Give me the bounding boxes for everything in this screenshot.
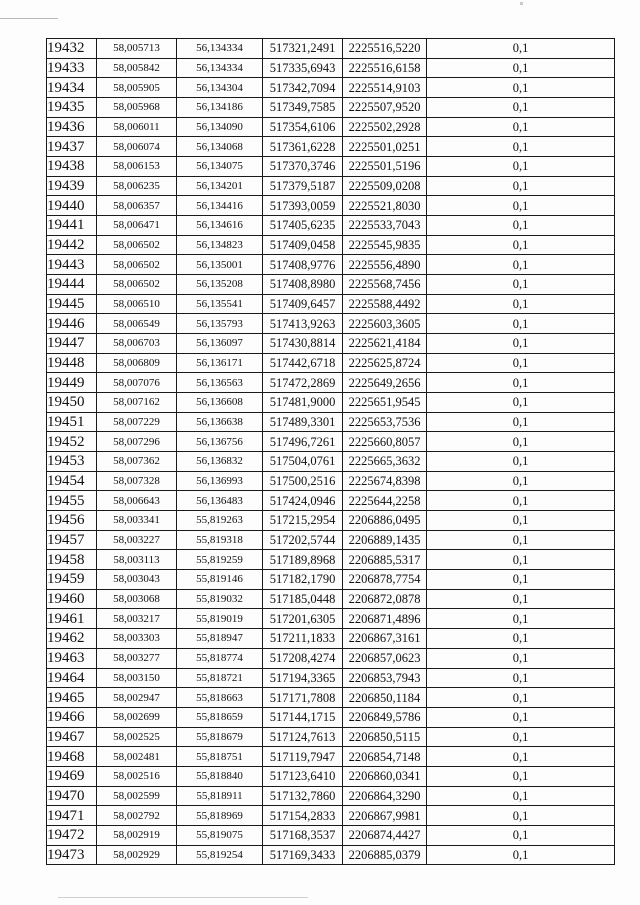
- table-row: [47, 511, 615, 531]
- accuracy-cell: 0,1: [427, 294, 615, 314]
- table-row: [47, 137, 615, 157]
- coord-y-cell: 2206874,4427: [343, 825, 427, 845]
- latitude-cell: 58,003043: [97, 570, 177, 590]
- longitude-cell: 56,136638: [177, 412, 263, 432]
- accuracy-cell: 0,1: [427, 216, 615, 236]
- coord-x-cell: 517504,0761: [263, 452, 343, 472]
- coord-y-cell: 2225501,5196: [343, 157, 427, 177]
- latitude-cell: 58,007162: [97, 393, 177, 413]
- coord-x-cell: 517393,0059: [263, 196, 343, 216]
- latitude-cell: 58,006011: [97, 117, 177, 137]
- longitude-cell: 55,818751: [177, 747, 263, 767]
- longitude-cell: 56,135793: [177, 314, 263, 334]
- latitude-cell: 58,002525: [97, 727, 177, 747]
- point-number-cell: 19452: [47, 432, 97, 452]
- coord-x-cell: 517154,2833: [263, 806, 343, 826]
- table-row: [47, 255, 615, 275]
- longitude-cell: 56,134304: [177, 78, 263, 98]
- coord-y-cell: 2206867,3161: [343, 629, 427, 649]
- point-number-cell: 19471: [47, 806, 97, 826]
- coord-y-cell: 2206850,5115: [343, 727, 427, 747]
- coord-y-cell: 2225644,2258: [343, 491, 427, 511]
- coord-y-cell: 2206850,1184: [343, 688, 427, 708]
- table-row: [47, 589, 615, 609]
- coord-y-cell: 2225516,5220: [343, 39, 427, 59]
- longitude-cell: 56,134090: [177, 117, 263, 137]
- coord-x-cell: 517481,9000: [263, 393, 343, 413]
- point-number-cell: 19459: [47, 570, 97, 590]
- accuracy-cell: 0,1: [427, 157, 615, 177]
- point-number-cell: 19467: [47, 727, 97, 747]
- point-number-cell: 19435: [47, 98, 97, 118]
- table-row: [47, 707, 615, 727]
- accuracy-cell: 0,1: [427, 78, 615, 98]
- longitude-cell: 55,818663: [177, 688, 263, 708]
- point-number-cell: 19463: [47, 648, 97, 668]
- point-number-cell: 19432: [47, 39, 97, 59]
- table-row: [47, 491, 615, 511]
- accuracy-cell: 0,1: [427, 707, 615, 727]
- coord-x-cell: 517321,2491: [263, 39, 343, 59]
- coord-y-cell: 2206886,0495: [343, 511, 427, 531]
- latitude-cell: 58,007328: [97, 471, 177, 491]
- longitude-cell: 55,819263: [177, 511, 263, 531]
- longitude-cell: 56,134616: [177, 216, 263, 236]
- scan-mark-dot: [520, 2, 523, 5]
- coord-y-cell: 2225649,2656: [343, 373, 427, 393]
- point-number-cell: 19462: [47, 629, 97, 649]
- latitude-cell: 58,006502: [97, 275, 177, 295]
- table-row: [47, 452, 615, 472]
- coord-y-cell: 2225621,4184: [343, 334, 427, 354]
- coord-y-cell: 2206864,3290: [343, 786, 427, 806]
- accuracy-cell: 0,1: [427, 137, 615, 157]
- coord-x-cell: 517185,0448: [263, 589, 343, 609]
- table-row: [47, 58, 615, 78]
- accuracy-cell: 0,1: [427, 373, 615, 393]
- coord-x-cell: 517489,3301: [263, 412, 343, 432]
- latitude-cell: 58,002699: [97, 707, 177, 727]
- table-row: [47, 806, 615, 826]
- point-number-cell: 19448: [47, 353, 97, 373]
- table-row: [47, 747, 615, 767]
- coord-x-cell: 517144,1715: [263, 707, 343, 727]
- table-row: [47, 845, 615, 865]
- latitude-cell: 58,005905: [97, 78, 177, 98]
- accuracy-cell: 0,1: [427, 196, 615, 216]
- accuracy-cell: 0,1: [427, 235, 615, 255]
- accuracy-cell: 0,1: [427, 570, 615, 590]
- coordinates-table: [46, 38, 615, 865]
- table-row: [47, 766, 615, 786]
- coord-x-cell: 517123,6410: [263, 766, 343, 786]
- accuracy-cell: 0,1: [427, 845, 615, 865]
- point-number-cell: 19469: [47, 766, 97, 786]
- coord-y-cell: 2225507,9520: [343, 98, 427, 118]
- accuracy-cell: 0,1: [427, 412, 615, 432]
- point-number-cell: 19451: [47, 412, 97, 432]
- point-number-cell: 19441: [47, 216, 97, 236]
- point-number-cell: 19433: [47, 58, 97, 78]
- longitude-cell: 56,134416: [177, 196, 263, 216]
- latitude-cell: 58,003227: [97, 530, 177, 550]
- coord-y-cell: 2225674,8398: [343, 471, 427, 491]
- table-row: [47, 648, 615, 668]
- accuracy-cell: 0,1: [427, 766, 615, 786]
- coord-x-cell: 517119,7947: [263, 747, 343, 767]
- coord-y-cell: 2206889,1435: [343, 530, 427, 550]
- table-row: [47, 314, 615, 334]
- coord-x-cell: 517361,6228: [263, 137, 343, 157]
- point-number-cell: 19461: [47, 609, 97, 629]
- longitude-cell: 56,134823: [177, 235, 263, 255]
- accuracy-cell: 0,1: [427, 452, 615, 472]
- coord-y-cell: 2206867,9981: [343, 806, 427, 826]
- accuracy-cell: 0,1: [427, 668, 615, 688]
- longitude-cell: 56,136483: [177, 491, 263, 511]
- accuracy-cell: 0,1: [427, 609, 615, 629]
- table-row: [47, 727, 615, 747]
- accuracy-cell: 0,1: [427, 471, 615, 491]
- coord-x-cell: 517370,3746: [263, 157, 343, 177]
- table-row: [47, 275, 615, 295]
- coord-y-cell: 2225516,6158: [343, 58, 427, 78]
- coordinates-table-body: [47, 39, 615, 865]
- accuracy-cell: 0,1: [427, 314, 615, 334]
- coord-x-cell: 517349,7585: [263, 98, 343, 118]
- latitude-cell: 58,007296: [97, 432, 177, 452]
- table-row: [47, 786, 615, 806]
- coord-y-cell: 2225556,4890: [343, 255, 427, 275]
- coord-x-cell: 517379,5187: [263, 176, 343, 196]
- accuracy-cell: 0,1: [427, 58, 615, 78]
- latitude-cell: 58,006703: [97, 334, 177, 354]
- table-row: [47, 353, 615, 373]
- coord-y-cell: 2225514,9103: [343, 78, 427, 98]
- latitude-cell: 58,006357: [97, 196, 177, 216]
- table-row: [47, 393, 615, 413]
- scan-mark-top: [0, 18, 58, 19]
- point-number-cell: 19445: [47, 294, 97, 314]
- latitude-cell: 58,002599: [97, 786, 177, 806]
- latitude-cell: 58,006549: [97, 314, 177, 334]
- longitude-cell: 55,818911: [177, 786, 263, 806]
- accuracy-cell: 0,1: [427, 432, 615, 452]
- point-number-cell: 19472: [47, 825, 97, 845]
- coord-y-cell: 2206853,7943: [343, 668, 427, 688]
- coord-y-cell: 2225665,3632: [343, 452, 427, 472]
- accuracy-cell: 0,1: [427, 393, 615, 413]
- latitude-cell: 58,006643: [97, 491, 177, 511]
- coord-y-cell: 2206849,5786: [343, 707, 427, 727]
- point-number-cell: 19446: [47, 314, 97, 334]
- accuracy-cell: 0,1: [427, 176, 615, 196]
- accuracy-cell: 0,1: [427, 589, 615, 609]
- coord-x-cell: 517408,8980: [263, 275, 343, 295]
- latitude-cell: 58,006510: [97, 294, 177, 314]
- table-row: [47, 117, 615, 137]
- accuracy-cell: 0,1: [427, 806, 615, 826]
- point-number-cell: 19470: [47, 786, 97, 806]
- table-row: [47, 570, 615, 590]
- longitude-cell: 56,135541: [177, 294, 263, 314]
- coord-x-cell: 517215,2954: [263, 511, 343, 531]
- point-number-cell: 19440: [47, 196, 97, 216]
- latitude-cell: 58,006502: [97, 235, 177, 255]
- coord-x-cell: 517124,7613: [263, 727, 343, 747]
- longitude-cell: 55,818947: [177, 629, 263, 649]
- accuracy-cell: 0,1: [427, 255, 615, 275]
- table-row: [47, 235, 615, 255]
- coord-y-cell: 2225568,7456: [343, 275, 427, 295]
- table-row: [47, 668, 615, 688]
- accuracy-cell: 0,1: [427, 688, 615, 708]
- latitude-cell: 58,006235: [97, 176, 177, 196]
- table-row: [47, 373, 615, 393]
- longitude-cell: 56,134201: [177, 176, 263, 196]
- point-number-cell: 19457: [47, 530, 97, 550]
- point-number-cell: 19438: [47, 157, 97, 177]
- point-number-cell: 19436: [47, 117, 97, 137]
- table-row: [47, 294, 615, 314]
- table-row: [47, 176, 615, 196]
- latitude-cell: 58,007229: [97, 412, 177, 432]
- longitude-cell: 56,136563: [177, 373, 263, 393]
- table-row: [47, 688, 615, 708]
- longitude-cell: 55,819318: [177, 530, 263, 550]
- accuracy-cell: 0,1: [427, 511, 615, 531]
- accuracy-cell: 0,1: [427, 727, 615, 747]
- latitude-cell: 58,002919: [97, 825, 177, 845]
- latitude-cell: 58,002792: [97, 806, 177, 826]
- longitude-cell: 56,134186: [177, 98, 263, 118]
- coord-y-cell: 2225588,4492: [343, 294, 427, 314]
- coord-x-cell: 517342,7094: [263, 78, 343, 98]
- point-number-cell: 19466: [47, 707, 97, 727]
- latitude-cell: 58,006502: [97, 255, 177, 275]
- coord-y-cell: 2206885,0379: [343, 845, 427, 865]
- latitude-cell: 58,005968: [97, 98, 177, 118]
- accuracy-cell: 0,1: [427, 491, 615, 511]
- coord-y-cell: 2206872,0878: [343, 589, 427, 609]
- table-row: [47, 157, 615, 177]
- point-number-cell: 19464: [47, 668, 97, 688]
- table-row: [47, 530, 615, 550]
- accuracy-cell: 0,1: [427, 550, 615, 570]
- latitude-cell: 58,006074: [97, 137, 177, 157]
- latitude-cell: 58,005713: [97, 39, 177, 59]
- latitude-cell: 58,003277: [97, 648, 177, 668]
- longitude-cell: 55,818721: [177, 668, 263, 688]
- latitude-cell: 58,003150: [97, 668, 177, 688]
- coord-y-cell: 2206860,0341: [343, 766, 427, 786]
- table-row: [47, 825, 615, 845]
- point-number-cell: 19447: [47, 334, 97, 354]
- longitude-cell: 56,135001: [177, 255, 263, 275]
- longitude-cell: 56,136993: [177, 471, 263, 491]
- point-number-cell: 19468: [47, 747, 97, 767]
- accuracy-cell: 0,1: [427, 98, 615, 118]
- latitude-cell: 58,005842: [97, 58, 177, 78]
- longitude-cell: 55,819254: [177, 845, 263, 865]
- longitude-cell: 56,136756: [177, 432, 263, 452]
- table-row: [47, 216, 615, 236]
- latitude-cell: 58,002947: [97, 688, 177, 708]
- coord-x-cell: 517202,5744: [263, 530, 343, 550]
- point-number-cell: 19473: [47, 845, 97, 865]
- point-number-cell: 19444: [47, 275, 97, 295]
- coord-y-cell: 2225651,9545: [343, 393, 427, 413]
- latitude-cell: 58,006153: [97, 157, 177, 177]
- longitude-cell: 56,134068: [177, 137, 263, 157]
- coord-y-cell: 2206878,7754: [343, 570, 427, 590]
- longitude-cell: 55,819032: [177, 589, 263, 609]
- point-number-cell: 19456: [47, 511, 97, 531]
- longitude-cell: 55,818679: [177, 727, 263, 747]
- longitude-cell: 55,819019: [177, 609, 263, 629]
- longitude-cell: 56,134075: [177, 157, 263, 177]
- longitude-cell: 55,818840: [177, 766, 263, 786]
- coord-x-cell: 517409,6457: [263, 294, 343, 314]
- longitude-cell: 56,136832: [177, 452, 263, 472]
- coord-y-cell: 2225533,7043: [343, 216, 427, 236]
- table-row: [47, 412, 615, 432]
- point-number-cell: 19439: [47, 176, 97, 196]
- point-number-cell: 19465: [47, 688, 97, 708]
- table-row: [47, 334, 615, 354]
- longitude-cell: 55,819259: [177, 550, 263, 570]
- latitude-cell: 58,003303: [97, 629, 177, 649]
- table-row: [47, 196, 615, 216]
- coord-x-cell: 517132,7860: [263, 786, 343, 806]
- longitude-cell: 56,136097: [177, 334, 263, 354]
- accuracy-cell: 0,1: [427, 334, 615, 354]
- point-number-cell: 19449: [47, 373, 97, 393]
- point-number-cell: 19443: [47, 255, 97, 275]
- latitude-cell: 58,003068: [97, 589, 177, 609]
- table-row: [47, 98, 615, 118]
- coord-x-cell: 517194,3365: [263, 668, 343, 688]
- coord-x-cell: 517500,2516: [263, 471, 343, 491]
- longitude-cell: 55,818774: [177, 648, 263, 668]
- table-row: [47, 471, 615, 491]
- coord-y-cell: 2225653,7536: [343, 412, 427, 432]
- latitude-cell: 58,003217: [97, 609, 177, 629]
- coord-x-cell: 517201,6305: [263, 609, 343, 629]
- table-row: [47, 629, 615, 649]
- point-number-cell: 19434: [47, 78, 97, 98]
- point-number-cell: 19458: [47, 550, 97, 570]
- coord-x-cell: 517208,4274: [263, 648, 343, 668]
- coord-y-cell: 2206885,5317: [343, 550, 427, 570]
- coord-x-cell: 517211,1833: [263, 629, 343, 649]
- longitude-cell: 56,135208: [177, 275, 263, 295]
- coord-y-cell: 2225660,8057: [343, 432, 427, 452]
- table-row: [47, 39, 615, 59]
- point-number-cell: 19442: [47, 235, 97, 255]
- coord-y-cell: 2225501,0251: [343, 137, 427, 157]
- point-number-cell: 19453: [47, 452, 97, 472]
- coord-y-cell: 2225521,8030: [343, 196, 427, 216]
- latitude-cell: 58,002481: [97, 747, 177, 767]
- coord-x-cell: 517335,6943: [263, 58, 343, 78]
- coord-x-cell: 517182,1790: [263, 570, 343, 590]
- table-row: [47, 550, 615, 570]
- longitude-cell: 55,819075: [177, 825, 263, 845]
- coord-y-cell: 2206857,0623: [343, 648, 427, 668]
- coord-y-cell: 2225603,3605: [343, 314, 427, 334]
- accuracy-cell: 0,1: [427, 786, 615, 806]
- point-number-cell: 19460: [47, 589, 97, 609]
- latitude-cell: 58,002516: [97, 766, 177, 786]
- table-row: [47, 432, 615, 452]
- accuracy-cell: 0,1: [427, 39, 615, 59]
- coord-y-cell: 2225502,2928: [343, 117, 427, 137]
- accuracy-cell: 0,1: [427, 275, 615, 295]
- latitude-cell: 58,007362: [97, 452, 177, 472]
- longitude-cell: 56,134334: [177, 58, 263, 78]
- table-row: [47, 78, 615, 98]
- latitude-cell: 58,003113: [97, 550, 177, 570]
- accuracy-cell: 0,1: [427, 353, 615, 373]
- coord-x-cell: 517442,6718: [263, 353, 343, 373]
- latitude-cell: 58,002929: [97, 845, 177, 865]
- latitude-cell: 58,006809: [97, 353, 177, 373]
- coord-y-cell: 2225545,9835: [343, 235, 427, 255]
- coord-x-cell: 517409,0458: [263, 235, 343, 255]
- longitude-cell: 55,818659: [177, 707, 263, 727]
- coord-x-cell: 517413,9263: [263, 314, 343, 334]
- accuracy-cell: 0,1: [427, 530, 615, 550]
- coord-x-cell: 517405,6235: [263, 216, 343, 236]
- longitude-cell: 56,136608: [177, 393, 263, 413]
- accuracy-cell: 0,1: [427, 629, 615, 649]
- longitude-cell: 55,818969: [177, 806, 263, 826]
- coord-x-cell: 517189,8968: [263, 550, 343, 570]
- coord-x-cell: 517472,2869: [263, 373, 343, 393]
- latitude-cell: 58,006471: [97, 216, 177, 236]
- point-number-cell: 19437: [47, 137, 97, 157]
- point-number-cell: 19454: [47, 471, 97, 491]
- coord-y-cell: 2225625,8724: [343, 353, 427, 373]
- latitude-cell: 58,007076: [97, 373, 177, 393]
- coord-x-cell: 517430,8814: [263, 334, 343, 354]
- coord-x-cell: 517171,7808: [263, 688, 343, 708]
- latitude-cell: 58,003341: [97, 511, 177, 531]
- coord-y-cell: 2206871,4896: [343, 609, 427, 629]
- longitude-cell: 56,134334: [177, 39, 263, 59]
- coord-x-cell: 517169,3433: [263, 845, 343, 865]
- coord-x-cell: 517408,9776: [263, 255, 343, 275]
- coord-y-cell: 2206854,7148: [343, 747, 427, 767]
- point-number-cell: 19450: [47, 393, 97, 413]
- table-row: [47, 609, 615, 629]
- scan-mark-bottom: [58, 897, 308, 898]
- coord-x-cell: 517496,7261: [263, 432, 343, 452]
- longitude-cell: 56,136171: [177, 353, 263, 373]
- coord-x-cell: 517424,0946: [263, 491, 343, 511]
- coord-x-cell: 517168,3537: [263, 825, 343, 845]
- accuracy-cell: 0,1: [427, 747, 615, 767]
- coord-y-cell: 2225509,0208: [343, 176, 427, 196]
- accuracy-cell: 0,1: [427, 825, 615, 845]
- point-number-cell: 19455: [47, 491, 97, 511]
- accuracy-cell: 0,1: [427, 117, 615, 137]
- accuracy-cell: 0,1: [427, 648, 615, 668]
- coord-x-cell: 517354,6106: [263, 117, 343, 137]
- longitude-cell: 55,819146: [177, 570, 263, 590]
